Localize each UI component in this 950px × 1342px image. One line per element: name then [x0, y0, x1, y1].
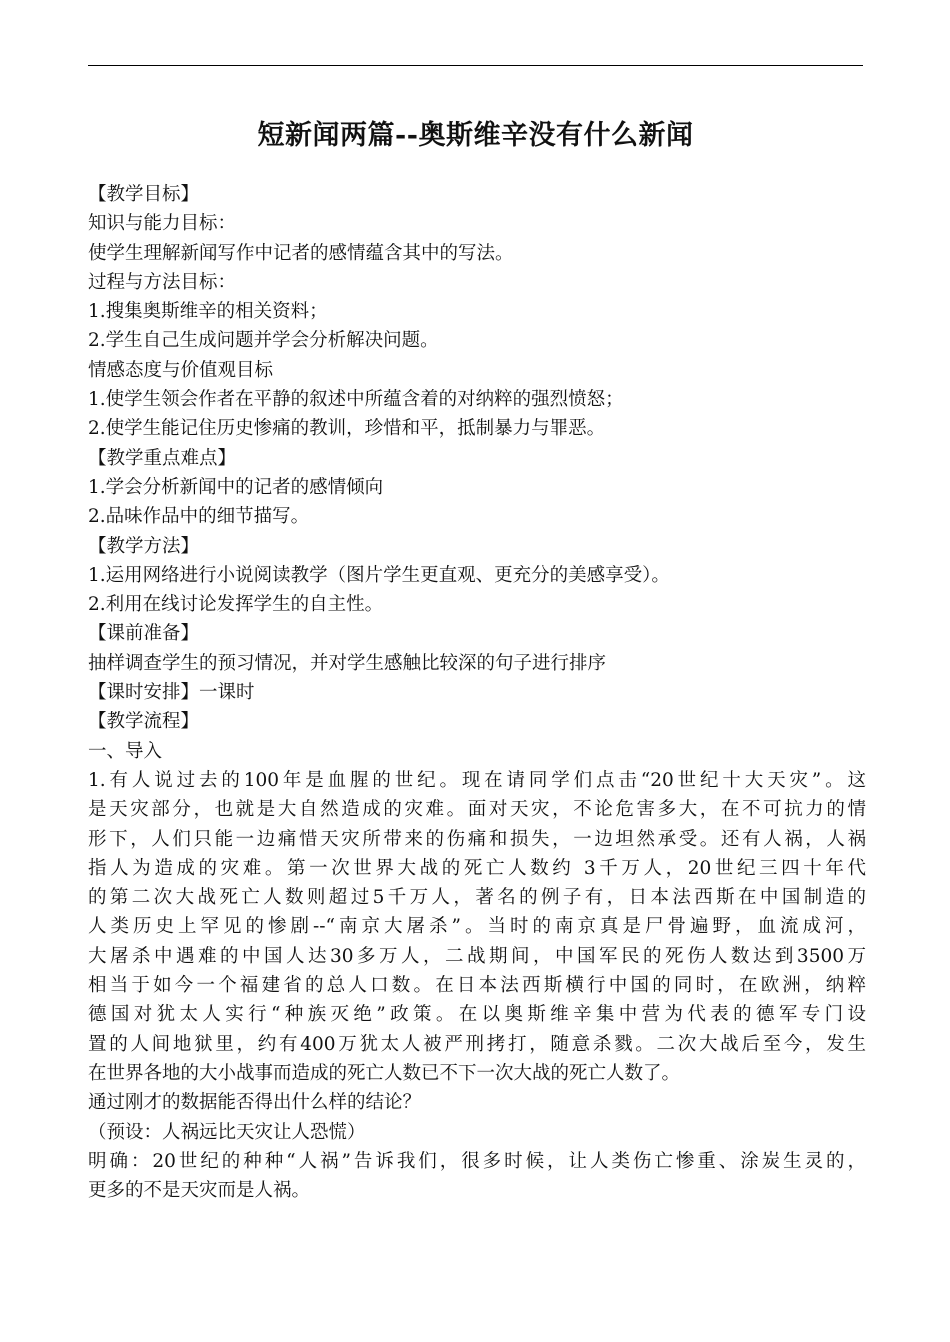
conclusion-line: 明确：20世纪的种种“人祸”告诉我们，很多时候，让人类伤亡惨重、涂炭生灵的， — [88, 1150, 866, 1172]
paragraph-line: 人类历史上罕见的惨剧--“南京大屠杀”。当时的南京真是尸骨遍野，血流成河， — [88, 916, 866, 938]
list-item: 1.搜集奥斯维辛的相关资料； — [88, 301, 328, 323]
text-line: 情感态度与价值观目标 — [88, 359, 274, 381]
paragraph-line: 置的人间地狱里，约有400万犹太人被严刑拷打，随意杀戮。二次大战后至今，发生 — [88, 1033, 866, 1055]
preset-line: （预设：人祸远比天灾让人恐慌） — [88, 1121, 366, 1143]
text-line: 过程与方法目标： — [88, 271, 237, 293]
section-heading-methods: 【教学方法】 — [88, 535, 200, 557]
list-item: 2.利用在线讨论发挥学生的自主性。 — [88, 594, 384, 616]
document-body — [88, 180, 866, 1205]
section-heading-key-points: 【教学重点难点】 — [88, 447, 237, 469]
list-item: 2.品味作品中的细节描写。 — [88, 506, 310, 528]
header-rule — [88, 65, 863, 66]
conclusion-line: 更多的不是天灾而是人祸。 — [88, 1180, 311, 1202]
paragraph-line: 指人为造成的灾难。第一次世界大战的死亡人数约 3千万人，20世纪三四十年代 — [88, 857, 866, 879]
paragraph-line: 在世界各地的大小战事而造成的死亡人数已不下一次大战的死亡人数了。 — [88, 1062, 681, 1084]
section-heading-schedule: 【课时安排】一课时 — [88, 682, 255, 704]
paragraph-line: 形下，人们只能一边痛惜天灾所带来的伤痛和损失，一边坦然承受。还有人祸，人祸 — [88, 828, 866, 850]
list-item: 1.使学生领会作者在平静的叙述中所蕴含着的对纳粹的强烈愤怒； — [88, 389, 624, 411]
list-item: 1.学会分析新闻中的记者的感情倾向 — [88, 476, 384, 498]
paragraph-line: 大屠杀中遇难的中国人达30多万人，二战期间，中国军民的死伤人数达到3500万 — [88, 945, 866, 967]
question-line: 通过刚才的数据能否得出什么样的结论？ — [88, 1092, 422, 1114]
paragraph-line: 的第二次大战死亡人数则超过5千万人，著名的例子有，日本法西斯在中国制造的 — [88, 887, 866, 909]
section-heading-teaching-goals: 【教学目标】 — [88, 184, 200, 205]
paragraph-line: 1.有人说过去的100年是血腥的世纪。现在请同学们点击“20世纪十大天灾”。这 — [88, 769, 866, 791]
text-line: 抽样调查学生的预习情况，并对学生感触比较深的句子进行排序 — [88, 652, 607, 674]
text-line: 使学生理解新闻写作中记者的感情蕴含其中的写法。 — [88, 242, 514, 264]
list-item: 2.学生自己生成问题并学会分析解决问题。 — [88, 330, 439, 352]
document-title: 短新闻两篇--奥斯维辛没有什么新闻 — [257, 120, 694, 151]
section-heading-preparation: 【课前准备】 — [88, 623, 200, 645]
list-item: 1.运用网络进行小说阅读教学（图片学生更直观、更充分的美感享受）。 — [88, 564, 670, 586]
subsection-heading-introduction: 一、导入 — [88, 740, 163, 762]
paragraph-line: 德国对犹太人实行“种族灭绝”政策。在以奥斯维辛集中营为代表的德军专门设 — [88, 1004, 866, 1026]
paragraph-line: 是天灾部分，也就是大自然造成的灾难。面对天灾，不论危害多大，在不可抗力的情 — [88, 799, 866, 821]
text-line: 知识与能力目标： — [88, 213, 237, 235]
section-heading-process: 【教学流程】 — [88, 711, 200, 733]
paragraph-line: 相当于如今一个福建省的总人口数。在日本法西斯横行中国的同时，在欧洲，纳粹 — [88, 975, 866, 997]
list-item: 2.使学生能记住历史惨痛的教训，珍惜和平，抵制暴力与罪恶。 — [88, 418, 606, 440]
